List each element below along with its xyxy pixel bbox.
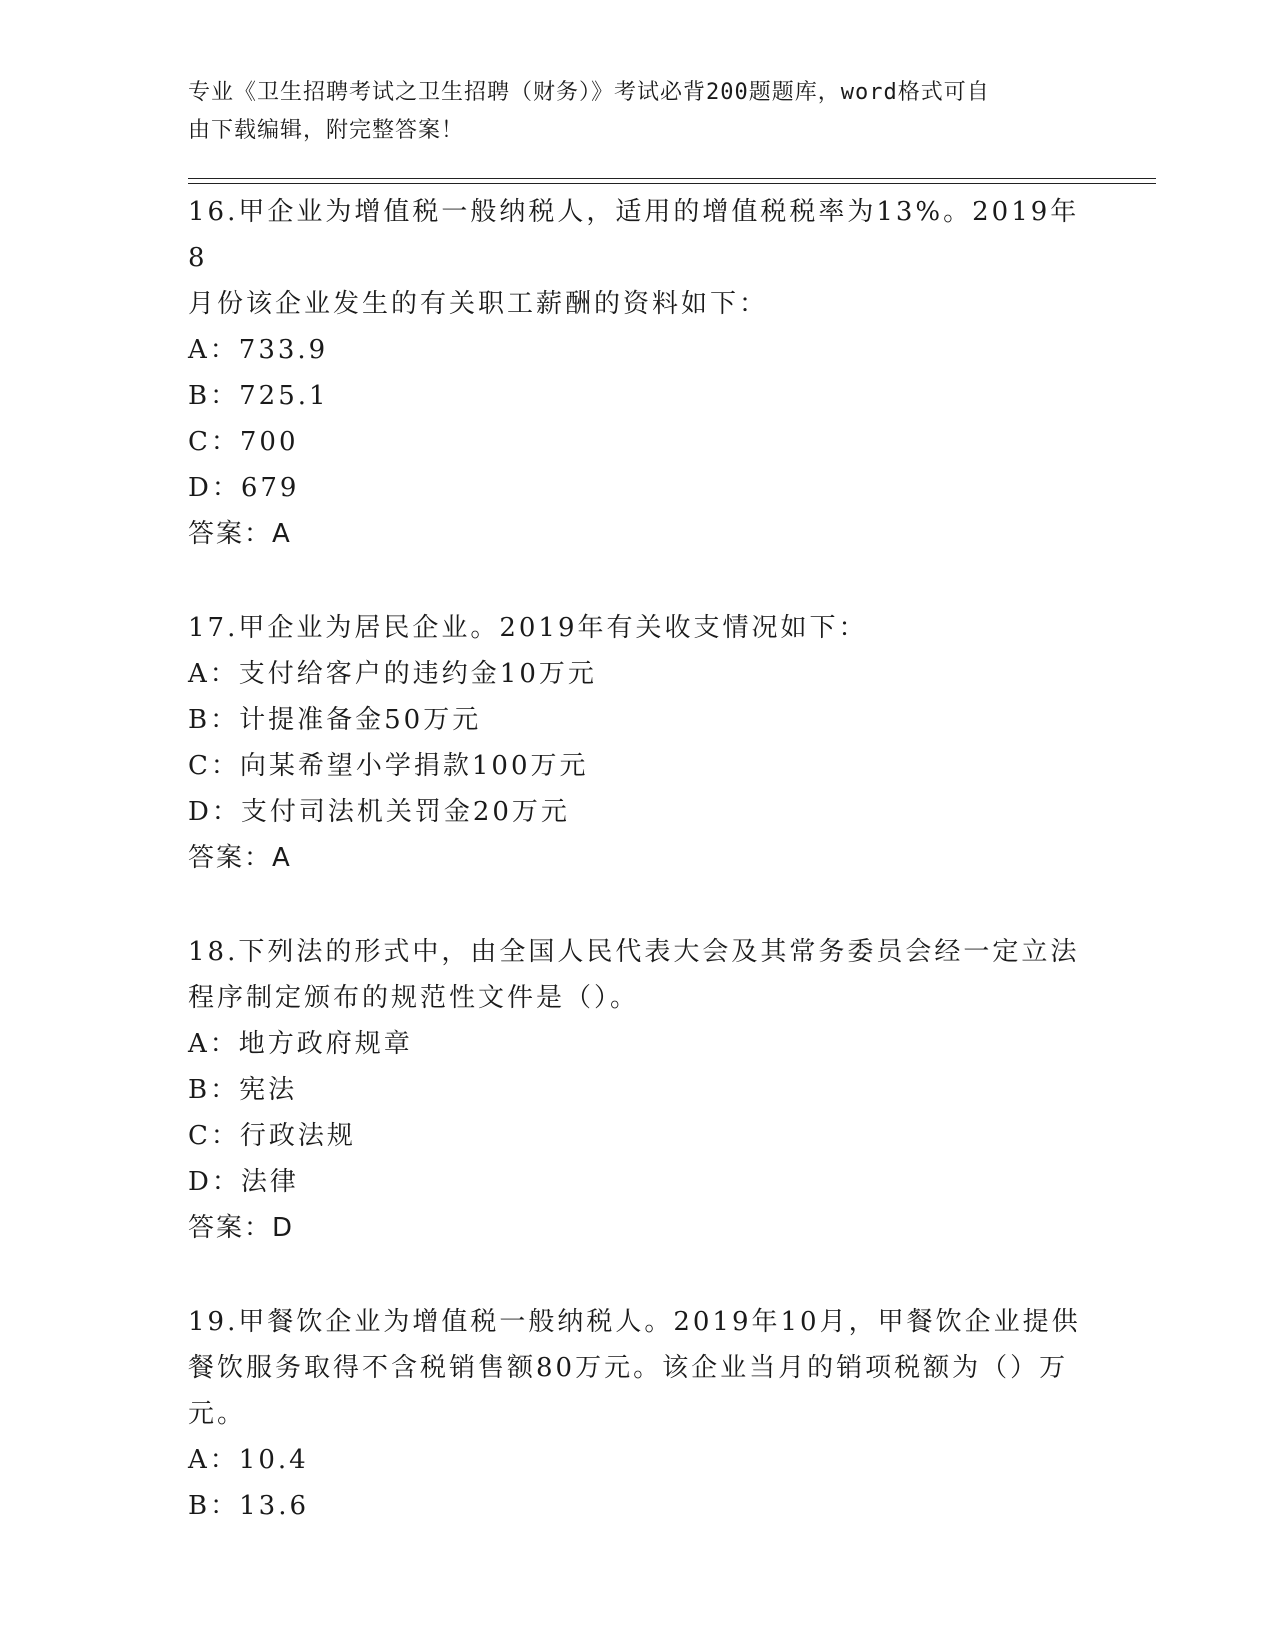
header-line: 专业《卫生招聘考试之卫生招聘（财务）》考试必背200题题库，word格式可自 (188, 80, 990, 105)
stem-line: 19.甲餐饮企业为增值税一般纳税人。2019年10月，甲餐饮企业提供 (188, 1307, 1081, 1337)
option-b: B：725.1 (188, 381, 329, 411)
option-d: D：法律 (188, 1167, 299, 1197)
header-divider (188, 178, 1156, 179)
stem-line: 16.甲企业为增值税一般纳税人，适用的增值税税率为13%。2019年8 (188, 197, 1080, 273)
option-a: A：地方政府规章 (188, 1029, 413, 1059)
answer: 答案：A (188, 843, 292, 873)
question-19 (188, 1299, 1088, 1529)
question-stem (188, 1299, 1088, 1437)
question-stem (188, 189, 1088, 327)
question-18 (188, 929, 1088, 1251)
stem-line: 月份该企业发生的有关职工薪酬的资料如下： (188, 289, 769, 319)
option-b: B：13.6 (188, 1491, 309, 1521)
question-stem (188, 929, 1088, 1021)
header-divider (188, 183, 1156, 184)
header-line: 由下载编辑，附完整答案！ (188, 118, 465, 143)
option-c: C：行政法规 (188, 1121, 356, 1151)
stem-line: 元。 (188, 1399, 247, 1429)
question-17 (188, 605, 1088, 881)
stem-line: 程序制定颁布的规范性文件是（）。 (188, 983, 640, 1013)
document-header (188, 74, 1068, 150)
answer: 答案：D (188, 1213, 295, 1243)
option-b: B：计提准备金50万元 (188, 705, 482, 735)
option-b: B：宪法 (188, 1075, 298, 1105)
question-16 (188, 189, 1088, 557)
stem-line: 餐饮服务取得不含税销售额80万元。该企业当月的销项税额为（）万 (188, 1353, 1069, 1383)
option-d: D：支付司法机关罚金20万元 (188, 797, 570, 827)
question-stem (188, 605, 1088, 651)
option-a: A：733.9 (188, 335, 329, 365)
option-c: C：700 (188, 427, 299, 457)
option-a: A：支付给客户的违约金10万元 (188, 659, 597, 689)
stem-line: 18.下列法的形式中，由全国人民代表大会及其常务委员会经一定立法 (188, 937, 1080, 967)
answer: 答案：A (188, 519, 292, 549)
option-d: D：679 (188, 473, 300, 503)
option-a: A：10.4 (188, 1445, 309, 1475)
stem-line: 17.甲企业为居民企业。2019年有关收支情况如下： (188, 613, 868, 643)
question-list (188, 189, 1088, 1529)
option-c: C：向某希望小学捐款100万元 (188, 751, 589, 781)
